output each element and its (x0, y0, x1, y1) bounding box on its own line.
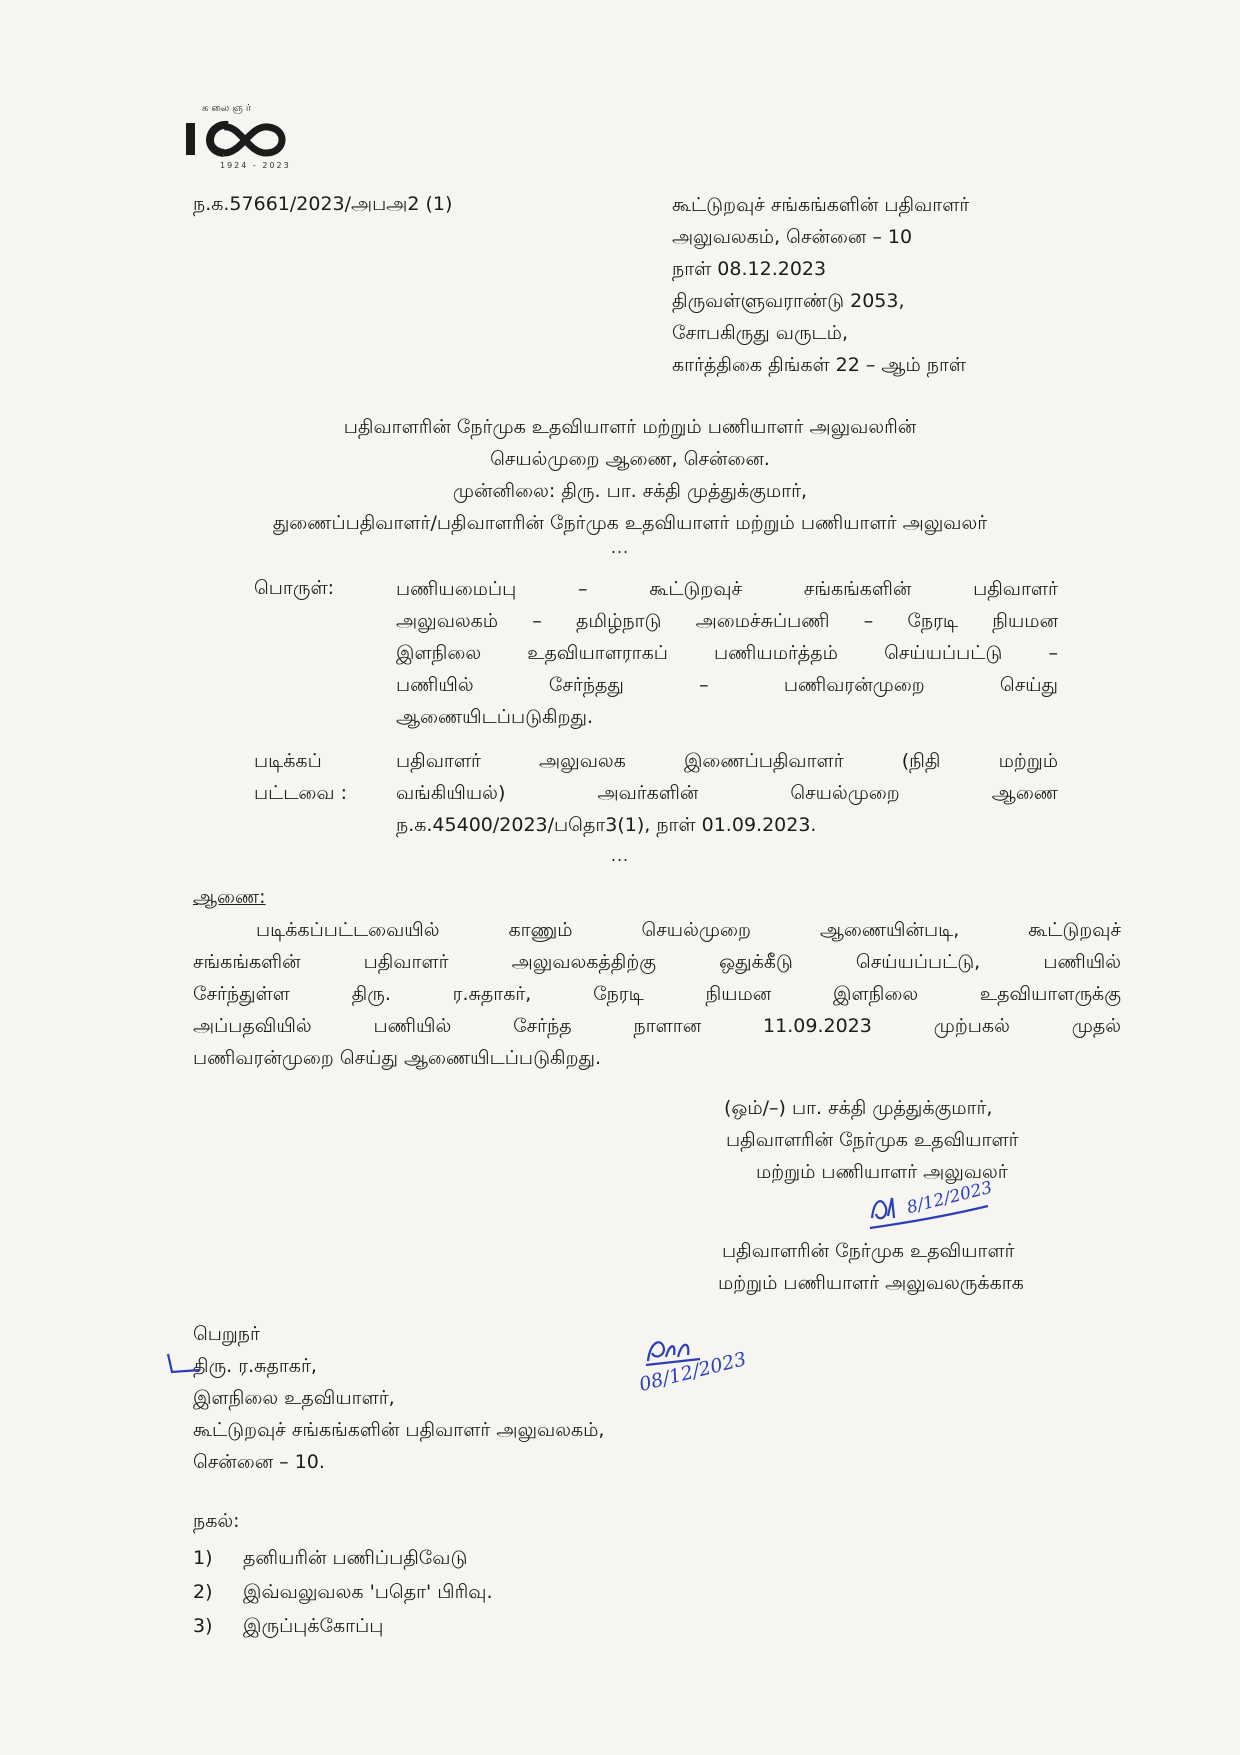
copy-to-item (193, 1575, 493, 1609)
reference-line: ந.க.45400/2023/பதொ3(1), நாள் 01.09.2023. (396, 814, 817, 836)
logo-top-text: கலைஞர் (202, 103, 255, 114)
officer-designation: துணைப்பதிவாளர்/பதிவாளரின் நேர்முக உதவியாளர் மற்றும் பணியாளர் அலுவலர் (272, 512, 988, 534)
order-body (193, 914, 1121, 1074)
reference-number: ந.க.57661/2023/அபஅ2 (1) (193, 193, 453, 215)
copy-to-item (193, 1609, 493, 1643)
on-behalf-block (718, 1235, 1024, 1299)
order-line: பணிவரன்முறை செய்து ஆணையிடப்படுகிறது. (193, 1047, 602, 1069)
initials-date: 8/12/2023 (904, 1177, 995, 1219)
on-behalf-line: மற்றும் பணியாளர் அலுவலருக்காக (718, 1272, 1024, 1294)
reference-read-label-line: படிக்கப் (254, 750, 322, 772)
order-line: சங்கங்களின் பதிவாளர் அலுவலகத்திற்கு ஒதுக்கீடு செய்யப்பட்டு, பணியில் (193, 951, 1121, 973)
order-line: சேர்ந்துள்ள திரு. ர.சுதாகர், நேரடி நியமன இளநிலை உதவியாளருக்கு (193, 983, 1121, 1005)
office-line: திருவள்ளுவராண்டு 2053, (672, 290, 905, 312)
logo-years: 1924 - 2023 (220, 161, 291, 170)
presiding-officer: முன்னிலை: திரு. பா. சக்தி முத்துக்குமார், (452, 480, 808, 502)
recipient-name: திரு. ர.சுதாகர், (193, 1355, 317, 1377)
reference-line: பதிவாளர் அலுவலக இணைப்பதிவாளர் (நிதி மற்றும் (396, 750, 1058, 772)
copy-to-item-number: 3) (193, 1615, 213, 1637)
copy-to-item-number: 2) (193, 1581, 213, 1603)
signatory-designation: பதிவாளரின் நேர்முக உதவியாளர் (726, 1129, 1019, 1151)
separator-dots: ... (610, 846, 630, 865)
signatory-name: (ஒம்/–) பா. சக்தி முத்துக்குமார், (724, 1097, 993, 1119)
received-initials (636, 1335, 786, 1405)
office-line: சோபகிருது வருடம், (672, 322, 849, 344)
document-title (150, 411, 1110, 539)
on-behalf-line: பதிவாளரின் நேர்முக உதவியாளர் (722, 1240, 1015, 1262)
copy-to-item-number: 1) (193, 1547, 213, 1569)
recipient-office: கூட்டுறவுச் சங்கங்களின் பதிவாளர் அலுவலகம், (193, 1419, 605, 1441)
reference-read-text (396, 745, 1058, 841)
recipient-city: சென்னை – 10. (193, 1451, 325, 1473)
subject-label: பொருள்: (254, 577, 335, 599)
reference-read-label-line: பட்டவை : (254, 782, 347, 804)
reference-read-label (254, 745, 347, 809)
reference-line: வங்கியியல்) அவர்களின் செயல்முறை ஆணை (396, 782, 1058, 804)
subject-line: ஆணையிடப்படுகிறது. (396, 706, 594, 728)
recipient-heading: பெறுநர் (193, 1323, 260, 1345)
signature-block (724, 1092, 1019, 1188)
recipient-block (193, 1318, 604, 1478)
subject-text (396, 573, 1058, 733)
order-heading: ஆணை: (193, 886, 266, 908)
copy-to-block (193, 1505, 493, 1643)
copy-to-item-text: இருப்புக்கோப்பு (243, 1615, 384, 1637)
subject-line: பணியமைப்பு – கூட்டுறவுச் சங்கங்களின் பதிவாளர் (396, 578, 1058, 600)
subject-line: பணியில் சேர்ந்தது – பணிவரன்முறை செய்து (396, 674, 1058, 696)
order-line: படிக்கப்பட்டவையில் காணும் செயல்முறை ஆணையின்படி, கூட்டுறவுச் (256, 919, 1121, 941)
separator-dots: ... (610, 538, 630, 557)
recipient-designation: இளநிலை உதவியாளர், (193, 1387, 395, 1409)
office-line: கூட்டுறவுச் சங்கங்களின் பதிவாளர் (672, 194, 970, 216)
office-line: அலுவலகம், சென்னை – 10 (672, 226, 913, 248)
ink-tick-mark (164, 1350, 204, 1380)
copy-to-item-text: தனியரின் பணிப்பதிவேடு (243, 1547, 468, 1569)
office-line: கார்த்திகை திங்கள் 22 – ஆம் நாள் (672, 354, 967, 376)
title-line: பதிவாளரின் நேர்முக உதவியாளர் மற்றும் பணியாளர் அலுவலரின் (343, 416, 917, 438)
subject-line: அலுவலகம் – தமிழ்நாடு அமைச்சுப்பணி – நேரடி நியமன (396, 610, 1058, 632)
office-address-block (672, 189, 969, 381)
office-date: நாள் 08.12.2023 (672, 258, 827, 280)
order-line: அப்பதவியில் பணியில் சேர்ந்த நாளான 11.09.2023 முற்பகல் முதல் (193, 1015, 1121, 1037)
subject-line: இளநிலை உதவியாளராகப் பணியமர்த்தம் செய்யப்பட்டு – (396, 642, 1058, 664)
copy-to-item-text: இவ்வலுவலக 'பதொ' பிரிவு. (243, 1581, 493, 1603)
kalaignar-100-logo (180, 103, 300, 173)
copy-to-heading: நகல்: (193, 1510, 240, 1532)
copy-to-item (193, 1541, 493, 1575)
title-line: செயல்முறை ஆணை, சென்னை. (490, 448, 770, 470)
handwritten-initials (868, 1177, 1008, 1236)
signatory-designation: மற்றும் பணியாளர் அலுவலர் (756, 1161, 1008, 1183)
received-date: 08/12/2023 (636, 1348, 749, 1396)
